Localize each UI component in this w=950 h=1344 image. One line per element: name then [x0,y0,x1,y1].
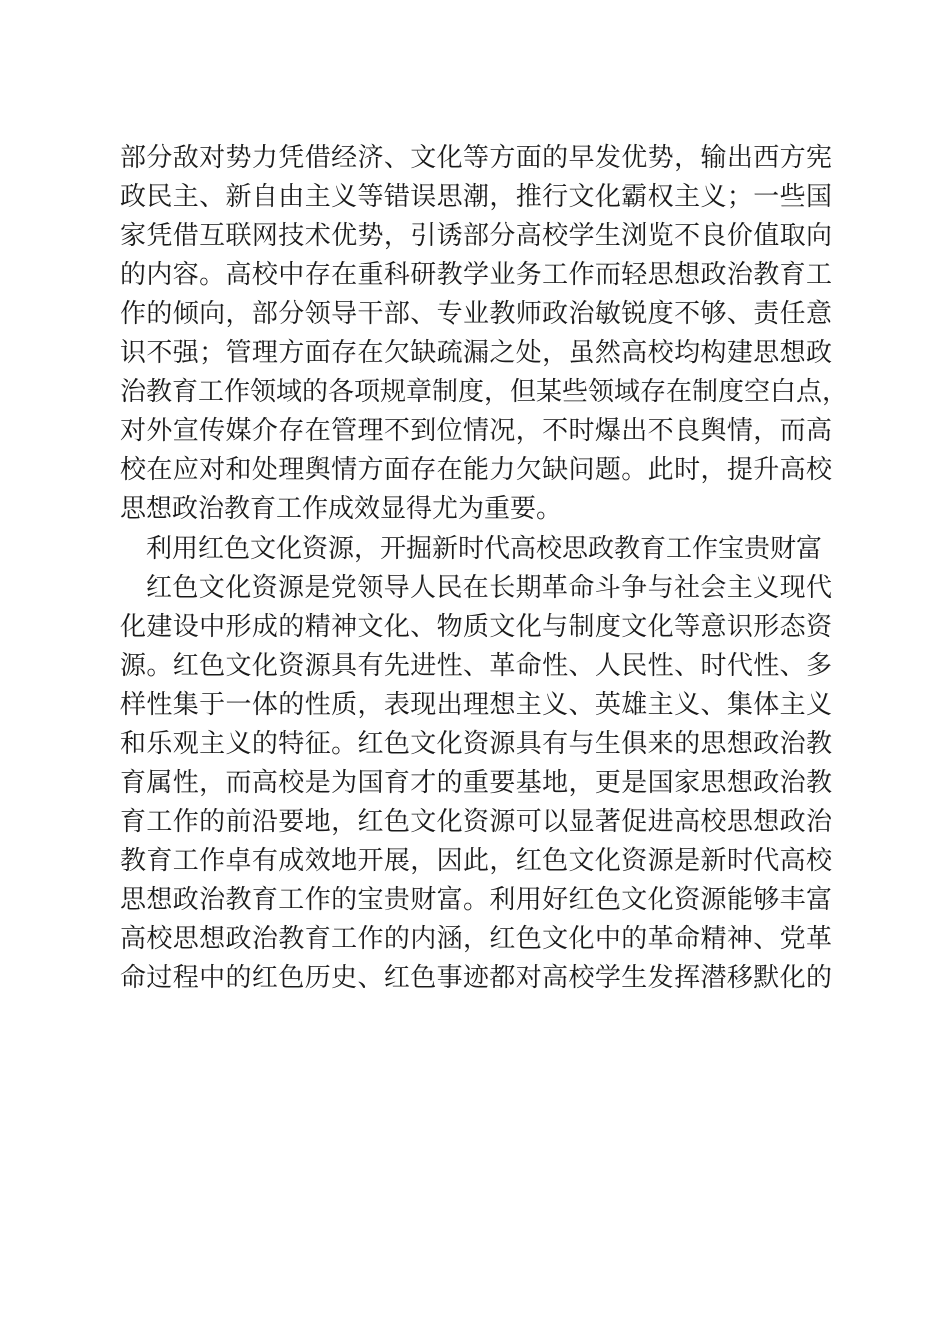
paragraph-1-line: 对外宣传媒介存在管理不到位情况，不时爆出不良舆情，而高 [120,416,832,446]
paragraph-2-line: 育工作的前沿要地，红色文化资源可以显著促进高校思想政治 [120,807,832,837]
paragraph-2-line: 教育工作卓有成效地开展，因此，红色文化资源是新时代高校 [120,846,832,876]
paragraph-1-line: 的内容。高校中存在重科研教学业务工作而轻思想政治教育工 [120,260,832,290]
paragraph-2-line: 红色文化资源是党领导人民在长期革命斗争与社会主义现代 [146,573,832,603]
paragraph-2 [120,569,832,998]
paragraph-1-line: 思想政治教育工作成效显得尤为重要。 [120,494,563,524]
paragraph-1 [120,139,849,529]
paragraph-1-line: 部分敌对势力凭借经济、文化等方面的早发优势，输出西方宪 [120,143,832,173]
section-heading-block [120,530,832,569]
paragraph-2-line: 样性集于一体的性质，表现出理想主义、英雄主义、集体主义 [120,690,832,720]
paragraph-2-line: 高校思想政治教育工作的内涵，红色文化中的革命精神、党革 [120,924,832,954]
paragraph-1-line: 校在应对和处理舆情方面存在能力欠缺问题。此时，提升高校 [120,455,832,485]
paragraph-1-line: 政民主、新自由主义等错误思潮，推行文化霸权主义；一些国 [120,182,832,212]
paragraph-2-line: 和乐观主义的特征。红色文化资源具有与生俱来的思想政治教 [120,729,832,759]
paragraph-1-line: 识不强；管理方面存在欠缺疏漏之处，虽然高校均构建思想政 [120,338,832,368]
paragraph-2-line: 化建设中形成的精神文化、物质文化与制度文化等意识形态资 [120,612,832,642]
paragraph-1-line: 作的倾向，部分领导干部、专业教师政治敏锐度不够、责任意 [120,299,832,329]
section-heading: 利用红色文化资源，开掘新时代高校思政教育工作宝贵财富 [146,534,823,564]
paragraph-2-line: 思想政治教育工作的宝贵财富。利用好红色文化资源能够丰富 [120,885,832,915]
paragraph-1-line: 治教育工作领域的各项规章制度，但某些领域存在制度空白点， [120,377,849,407]
paragraph-2-line: 命过程中的红色历史、红色事迹都对高校学生发挥潜移默化的 [120,963,832,993]
paragraph-1-line: 家凭借互联网技术优势，引诱部分高校学生浏览不良价值取向 [120,221,832,251]
paragraph-2-line: 育属性，而高校是为国育才的重要基地，更是国家思想政治教 [120,768,832,798]
paragraph-2-line: 源。红色文化资源具有先进性、革命性、人民性、时代性、多 [120,651,832,681]
